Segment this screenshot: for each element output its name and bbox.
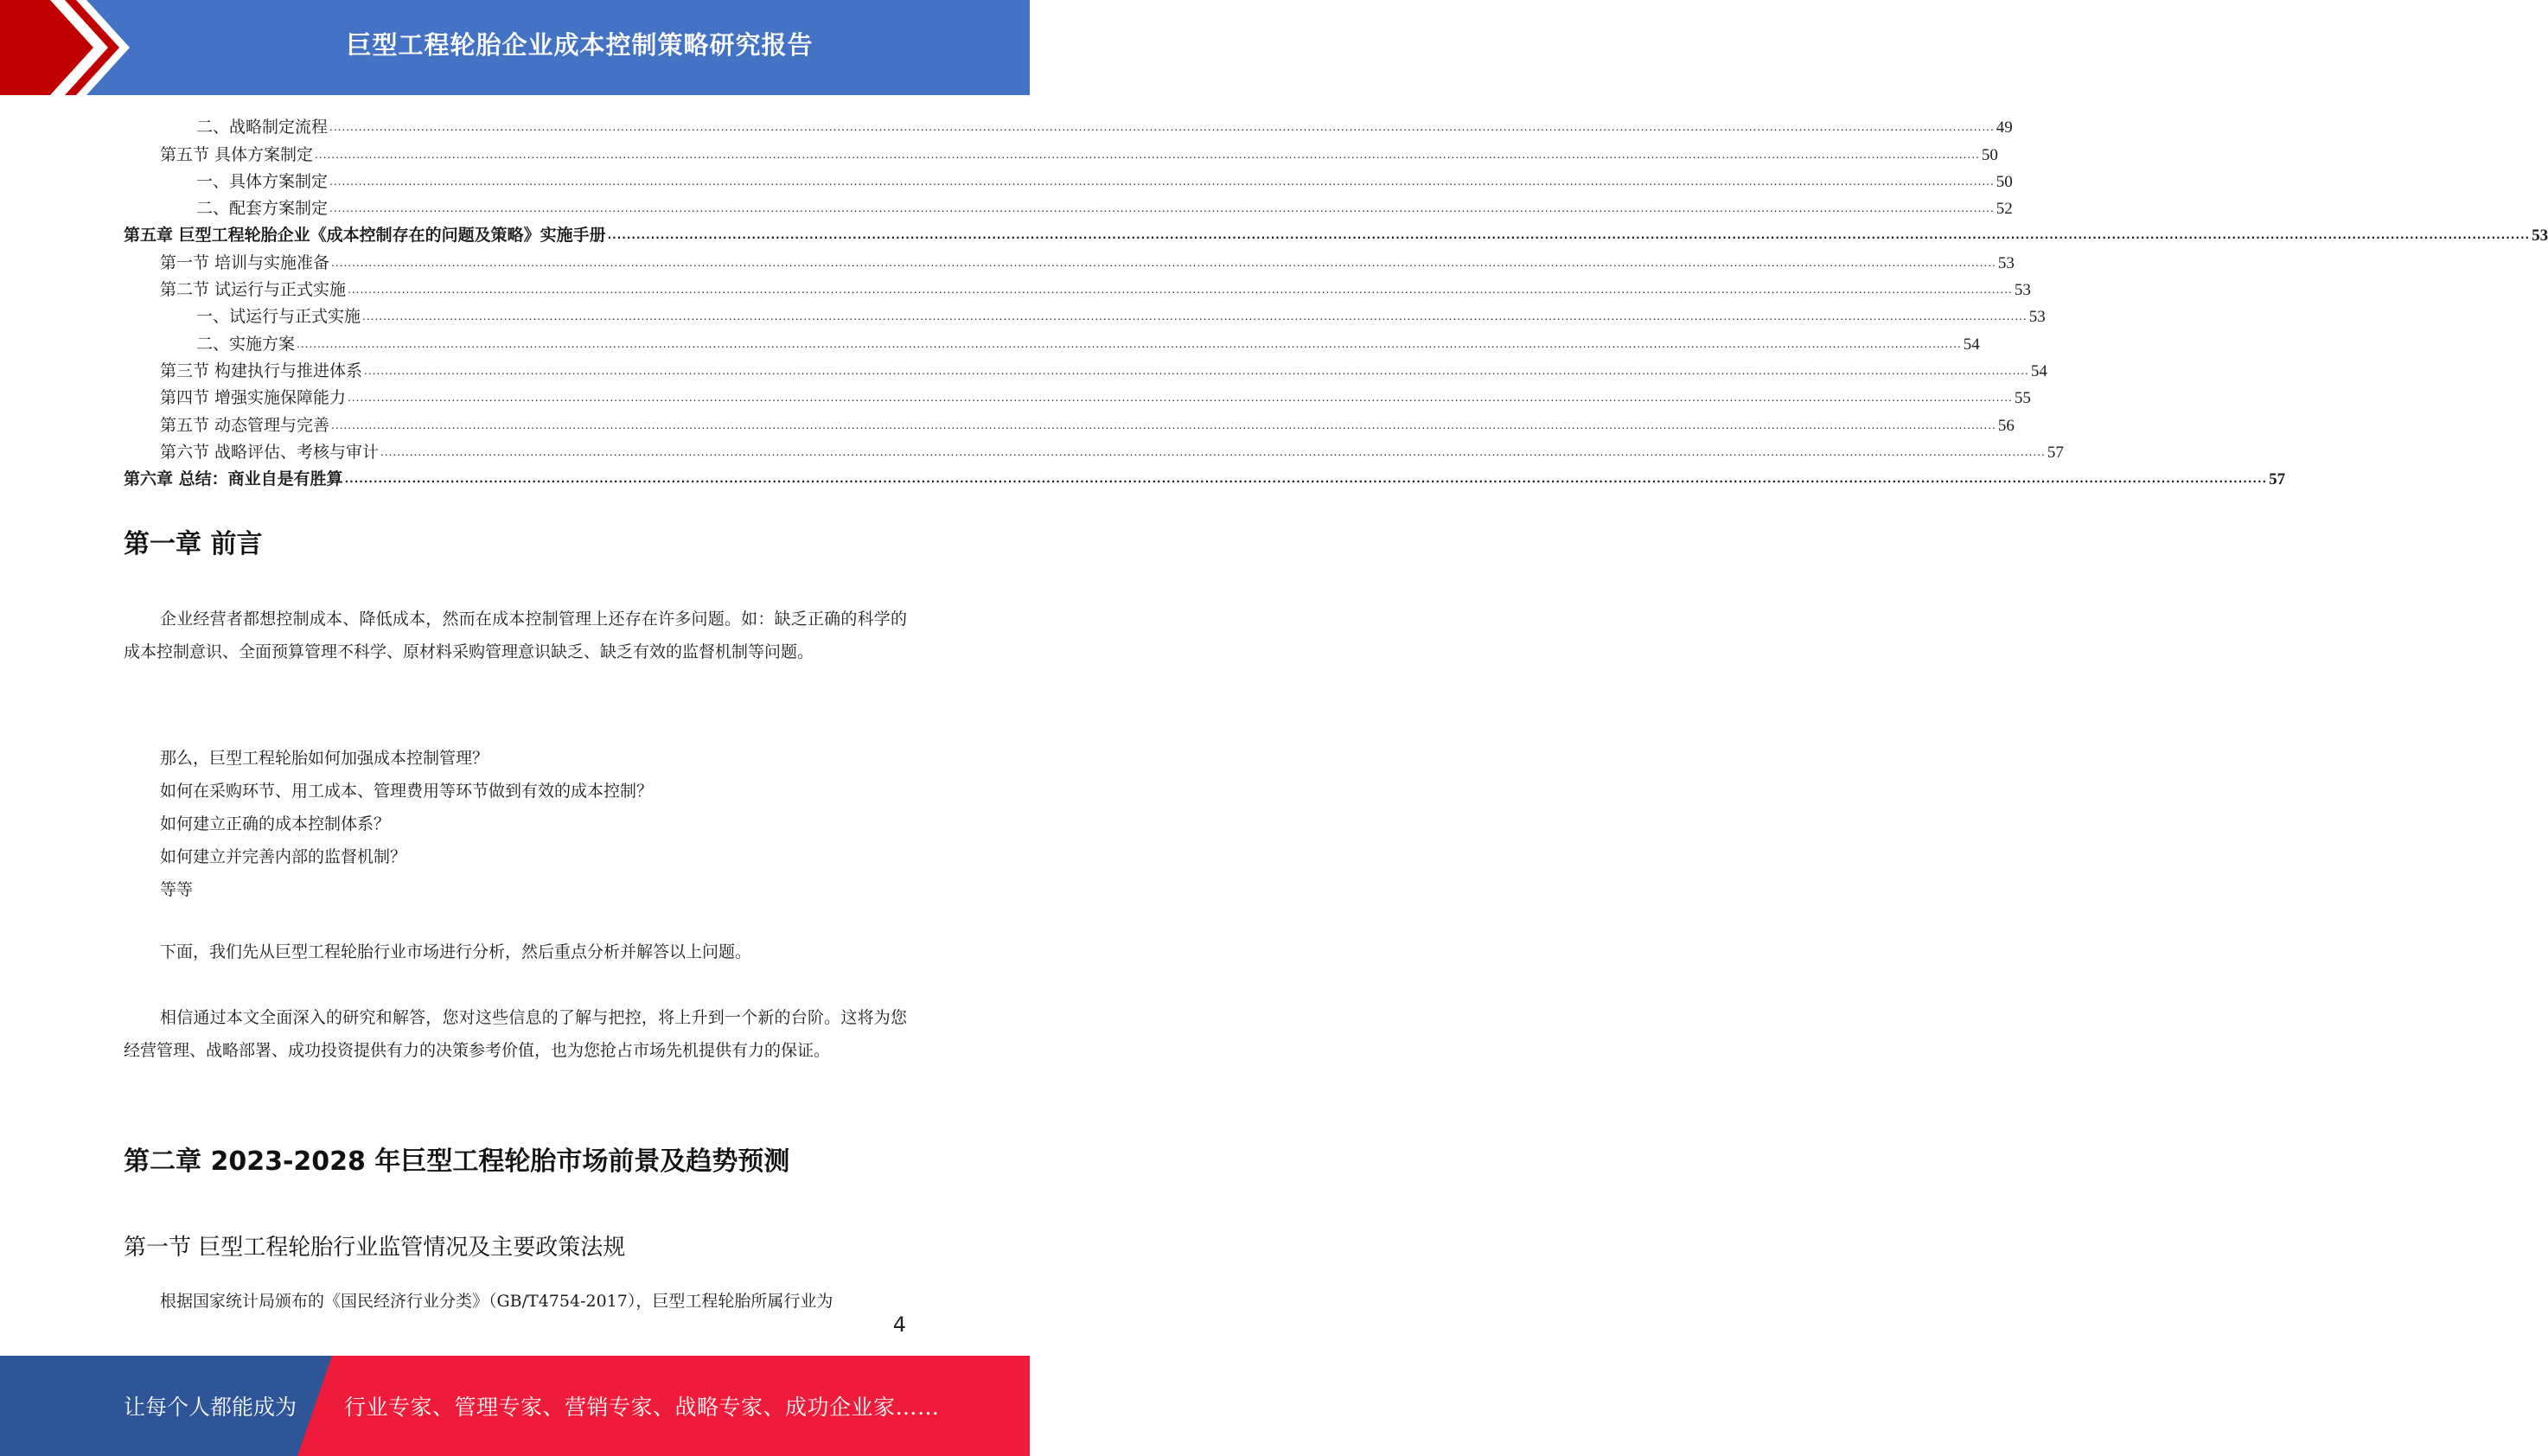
toc-entry[interactable] <box>124 436 2064 463</box>
toc-leader-dots: ................................................................................................................................................................................................................................................................................................................................................................................................................ <box>362 310 2028 323</box>
toc-leader-dots: ................................................................................................................................................................................................................................................................................................................................................................................................................ <box>364 364 2029 377</box>
toc-entry[interactable] <box>124 246 2015 272</box>
footer-slogan-left: 让每个人都能成为 <box>124 1395 297 1420</box>
table-of-contents <box>124 111 2548 489</box>
toc-entry-label: 一、试运行与正式实施 <box>196 307 361 327</box>
toc-leader-dots: ................................................................................................................................................................................................................................................................................................................................................................................................................ <box>348 284 2013 297</box>
question-line: 如何建立并完善内部的监督机制？ <box>160 847 407 866</box>
toc-entry-page: 50 <box>1981 145 1998 164</box>
toc-entry-label: 第六章 总结：商业自是有胜算 <box>124 469 343 489</box>
toc-entry[interactable] <box>124 408 2015 435</box>
toc-entry-page: 52 <box>1996 200 2013 219</box>
toc-entry-page: 56 <box>1997 416 2015 435</box>
toc-leader-dots: ................................................................................................................................................................................................................................................................................................................................................................................................................ <box>344 473 2268 486</box>
toc-entry-page: 53 <box>2014 281 2031 300</box>
page-number: 4 <box>892 1312 906 1337</box>
toc-leader-dots: ................................................................................................................................................................................................................................................................................................................................................................................................................ <box>331 418 1996 431</box>
toc-entry-label: 第一节 培训与实施准备 <box>160 252 330 272</box>
toc-entry-label: 第三节 构建执行与推进体系 <box>160 361 363 380</box>
toc-entry-page: 50 <box>1996 172 2013 191</box>
toc-leader-dots: ................................................................................................................................................................................................................................................................................................................................................................................................................ <box>329 202 1995 215</box>
toc-entry-label: 二、战略制定流程 <box>196 118 329 137</box>
toc-entry-label: 第四节 增强实施保障能力 <box>160 388 347 408</box>
question-line: 如何建立正确的成本控制体系？ <box>160 814 391 833</box>
toc-entry[interactable] <box>124 111 2013 137</box>
toc-entry-page: 49 <box>1996 118 2013 137</box>
toc-entry-page: 53 <box>1997 253 2015 272</box>
toc-leader-dots: ................................................................................................................................................................................................................................................................................................................................................................................................................ <box>329 175 1995 188</box>
chapter1-paragraph: 下面，我们先从巨型工程轮胎行业市场进行分析，然后重点分析并解答以上问题。 <box>160 942 752 961</box>
toc-entry-page: 54 <box>2030 361 2047 380</box>
toc-leader-dots: ................................................................................................................................................................................................................................................................................................................................................................................................................ <box>331 256 1996 269</box>
question-line: 等等 <box>160 880 194 899</box>
toc-entry[interactable] <box>124 381 2031 408</box>
toc-leader-dots: ................................................................................................................................................................................................................................................................................................................................................................................................................ <box>297 337 1962 350</box>
toc-entry-label: 第五章 巨型工程轮胎企业《成本控制存在的问题及策略》实施手册 <box>124 226 606 246</box>
toc-entry[interactable] <box>124 273 2031 300</box>
toc-entry[interactable] <box>124 300 2046 327</box>
footer-slogan-right: 行业专家、管理专家、营销专家、战略专家、成功企业家…… <box>344 1395 940 1420</box>
chapter1-paragraph: 企业经营者都想控制成本、降低成本，然而在成本控制管理上还存在许多问题。如：缺乏正确的科学的成本控制意识、全面预算管理不科学、原材料采购管理意识缺乏、缺乏有效的监督机制等问题。 <box>124 610 907 661</box>
toc-entry[interactable] <box>124 219 2548 246</box>
chapter1-paragraph: 相信通过本文全面深入的研究和解答，您对这些信息的了解与把控，将上升到一个新的台阶。这将为您经营管理、战略部署、成功投资提供有力的决策参考价值，也为您抢占市场先机提供有力的保证。 <box>124 1008 907 1060</box>
toc-entry-page: 54 <box>1963 335 1980 354</box>
toc-entry-page: 55 <box>2014 389 2031 408</box>
toc-entry-label: 第五节 动态管理与完善 <box>160 415 330 435</box>
toc-entry-page: 53 <box>2532 227 2548 246</box>
toc-entry-page: 53 <box>2028 308 2046 327</box>
toc-entry-label: 第六节 战略评估、考核与审计 <box>160 442 380 462</box>
toc-entry[interactable] <box>124 327 1980 354</box>
section-title: 第一节 巨型工程轮胎行业监管情况及主要政策法规 <box>124 1235 626 1261</box>
chapter1-title: 第一章 前言 <box>124 529 263 559</box>
question-line: 那么，巨型工程轮胎如何加强成本控制管理？ <box>160 749 489 768</box>
toc-entry-page: 57 <box>2047 443 2064 462</box>
toc-entry[interactable] <box>124 137 1998 164</box>
toc-entry[interactable] <box>124 463 2286 489</box>
toc-entry-label: 二、实施方案 <box>196 334 296 354</box>
report-title: 巨型工程轮胎企业成本控制策略研究报告 <box>346 29 814 60</box>
toc-entry[interactable] <box>124 165 2013 192</box>
header-banner <box>0 0 1030 95</box>
chapter2-title: 第二章 2023-2028 年巨型工程轮胎市场前景及趋势预测 <box>124 1146 790 1177</box>
toc-entry-label: 第五节 具体方案制定 <box>160 144 314 164</box>
toc-leader-dots: ................................................................................................................................................................................................................................................................................................................................................................................................................ <box>380 445 2046 458</box>
toc-entry[interactable] <box>124 192 2013 219</box>
toc-leader-dots: ................................................................................................................................................................................................................................................................................................................................................................................................................ <box>315 148 1980 161</box>
toc-leader-dots: ................................................................................................................................................................................................................................................................................................................................................................................................................ <box>607 229 2531 242</box>
toc-leader-dots: ................................................................................................................................................................................................................................................................................................................................................................................................................ <box>329 121 1995 134</box>
toc-entry-label: 第二节 试运行与正式实施 <box>160 280 347 300</box>
question-line: 如何在采购环节、用工成本、管理费用等环节做到有效的成本控制？ <box>160 782 654 801</box>
chapter2-paragraph: 根据国家统计局颁布的《国民经济行业分类》（GB/T4754-2017），巨型工程轮胎所属行业为 <box>160 1292 833 1311</box>
toc-entry-page: 57 <box>2269 470 2286 489</box>
footer-banner <box>0 1356 1030 1456</box>
toc-entry-label: 二、配套方案制定 <box>196 199 329 219</box>
toc-entry[interactable] <box>124 354 2047 381</box>
toc-leader-dots: ................................................................................................................................................................................................................................................................................................................................................................................................................ <box>348 392 2013 405</box>
toc-entry-label: 一、具体方案制定 <box>196 171 329 191</box>
